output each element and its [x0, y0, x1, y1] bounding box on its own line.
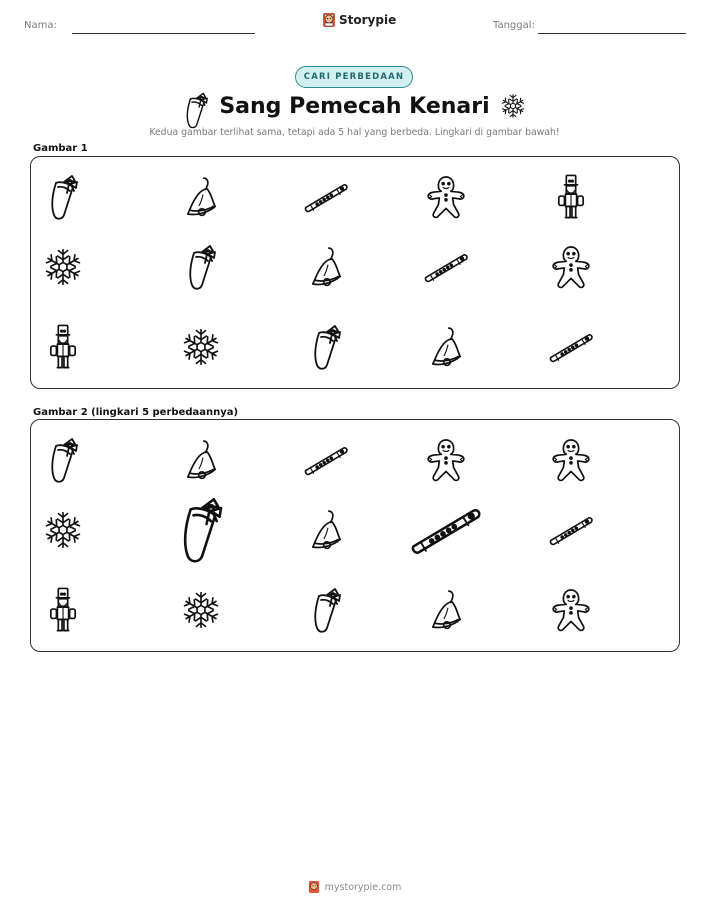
- picture-1-panel: [30, 156, 680, 389]
- brand-logo: [322, 12, 396, 28]
- gingerbread-icon: [426, 175, 466, 219]
- flute-icon[interactable]: [303, 444, 349, 476]
- nutcracker-icon: [48, 323, 78, 371]
- flute-icon[interactable]: [548, 514, 594, 546]
- bell-icon: [184, 174, 218, 220]
- bell-icon[interactable]: [309, 507, 343, 553]
- name-field[interactable]: [72, 33, 255, 34]
- name-label: Nama:: [24, 20, 57, 31]
- snowflake-icon: [43, 247, 83, 287]
- bear-mascot-icon: [308, 880, 320, 894]
- flute-icon: [548, 331, 594, 363]
- bell-icon: [309, 244, 343, 290]
- nutcracker-icon[interactable]: [48, 586, 78, 634]
- flute-icon: [303, 181, 349, 213]
- bell-icon[interactable]: [429, 587, 463, 633]
- picture-2-label: Gambar 2 (lingkari 5 perbedaannya): [33, 407, 239, 418]
- brand-name: Storypie: [339, 13, 397, 27]
- ballet-shoe-icon[interactable]: [311, 586, 341, 634]
- flute-icon[interactable]: [409, 504, 483, 555]
- gingerbread-icon[interactable]: [426, 438, 466, 482]
- gingerbread-icon[interactable]: [551, 438, 591, 482]
- ballet-shoe-icon: [311, 323, 341, 371]
- flute-icon: [423, 251, 469, 283]
- nutcracker-icon: [556, 173, 586, 221]
- picture-2-panel[interactable]: [30, 419, 680, 652]
- bell-icon: [429, 324, 463, 370]
- date-label: Tanggal:: [493, 20, 535, 31]
- snowflake-icon[interactable]: [43, 510, 83, 550]
- bear-mascot-icon: [322, 12, 336, 28]
- snowflake-icon[interactable]: [181, 590, 221, 630]
- bell-icon[interactable]: [184, 437, 218, 483]
- page-title: Sang Pemecah Kenari: [219, 94, 490, 119]
- gingerbread-icon: [551, 245, 591, 289]
- ballet-shoe-icon: [48, 173, 78, 221]
- gingerbread-icon[interactable]: [551, 588, 591, 632]
- date-field[interactable]: [538, 33, 686, 34]
- footer: [0, 880, 709, 894]
- picture-1-label: Gambar 1: [33, 143, 88, 154]
- snowflake-icon: [500, 93, 526, 119]
- snowflake-icon: [181, 327, 221, 367]
- footer-site: mystorypie.com: [324, 881, 402, 893]
- ballet-shoe-icon[interactable]: [48, 436, 78, 484]
- find-difference-badge: CARI PERBEDAAN: [295, 66, 413, 88]
- ballet-shoe-icon[interactable]: [179, 495, 223, 565]
- instructions: Kedua gambar terlihat sama, tetapi ada 5 hal yang berbeda. Lingkari di gambar bawah!: [149, 127, 560, 138]
- ballet-shoe-icon: [186, 243, 216, 291]
